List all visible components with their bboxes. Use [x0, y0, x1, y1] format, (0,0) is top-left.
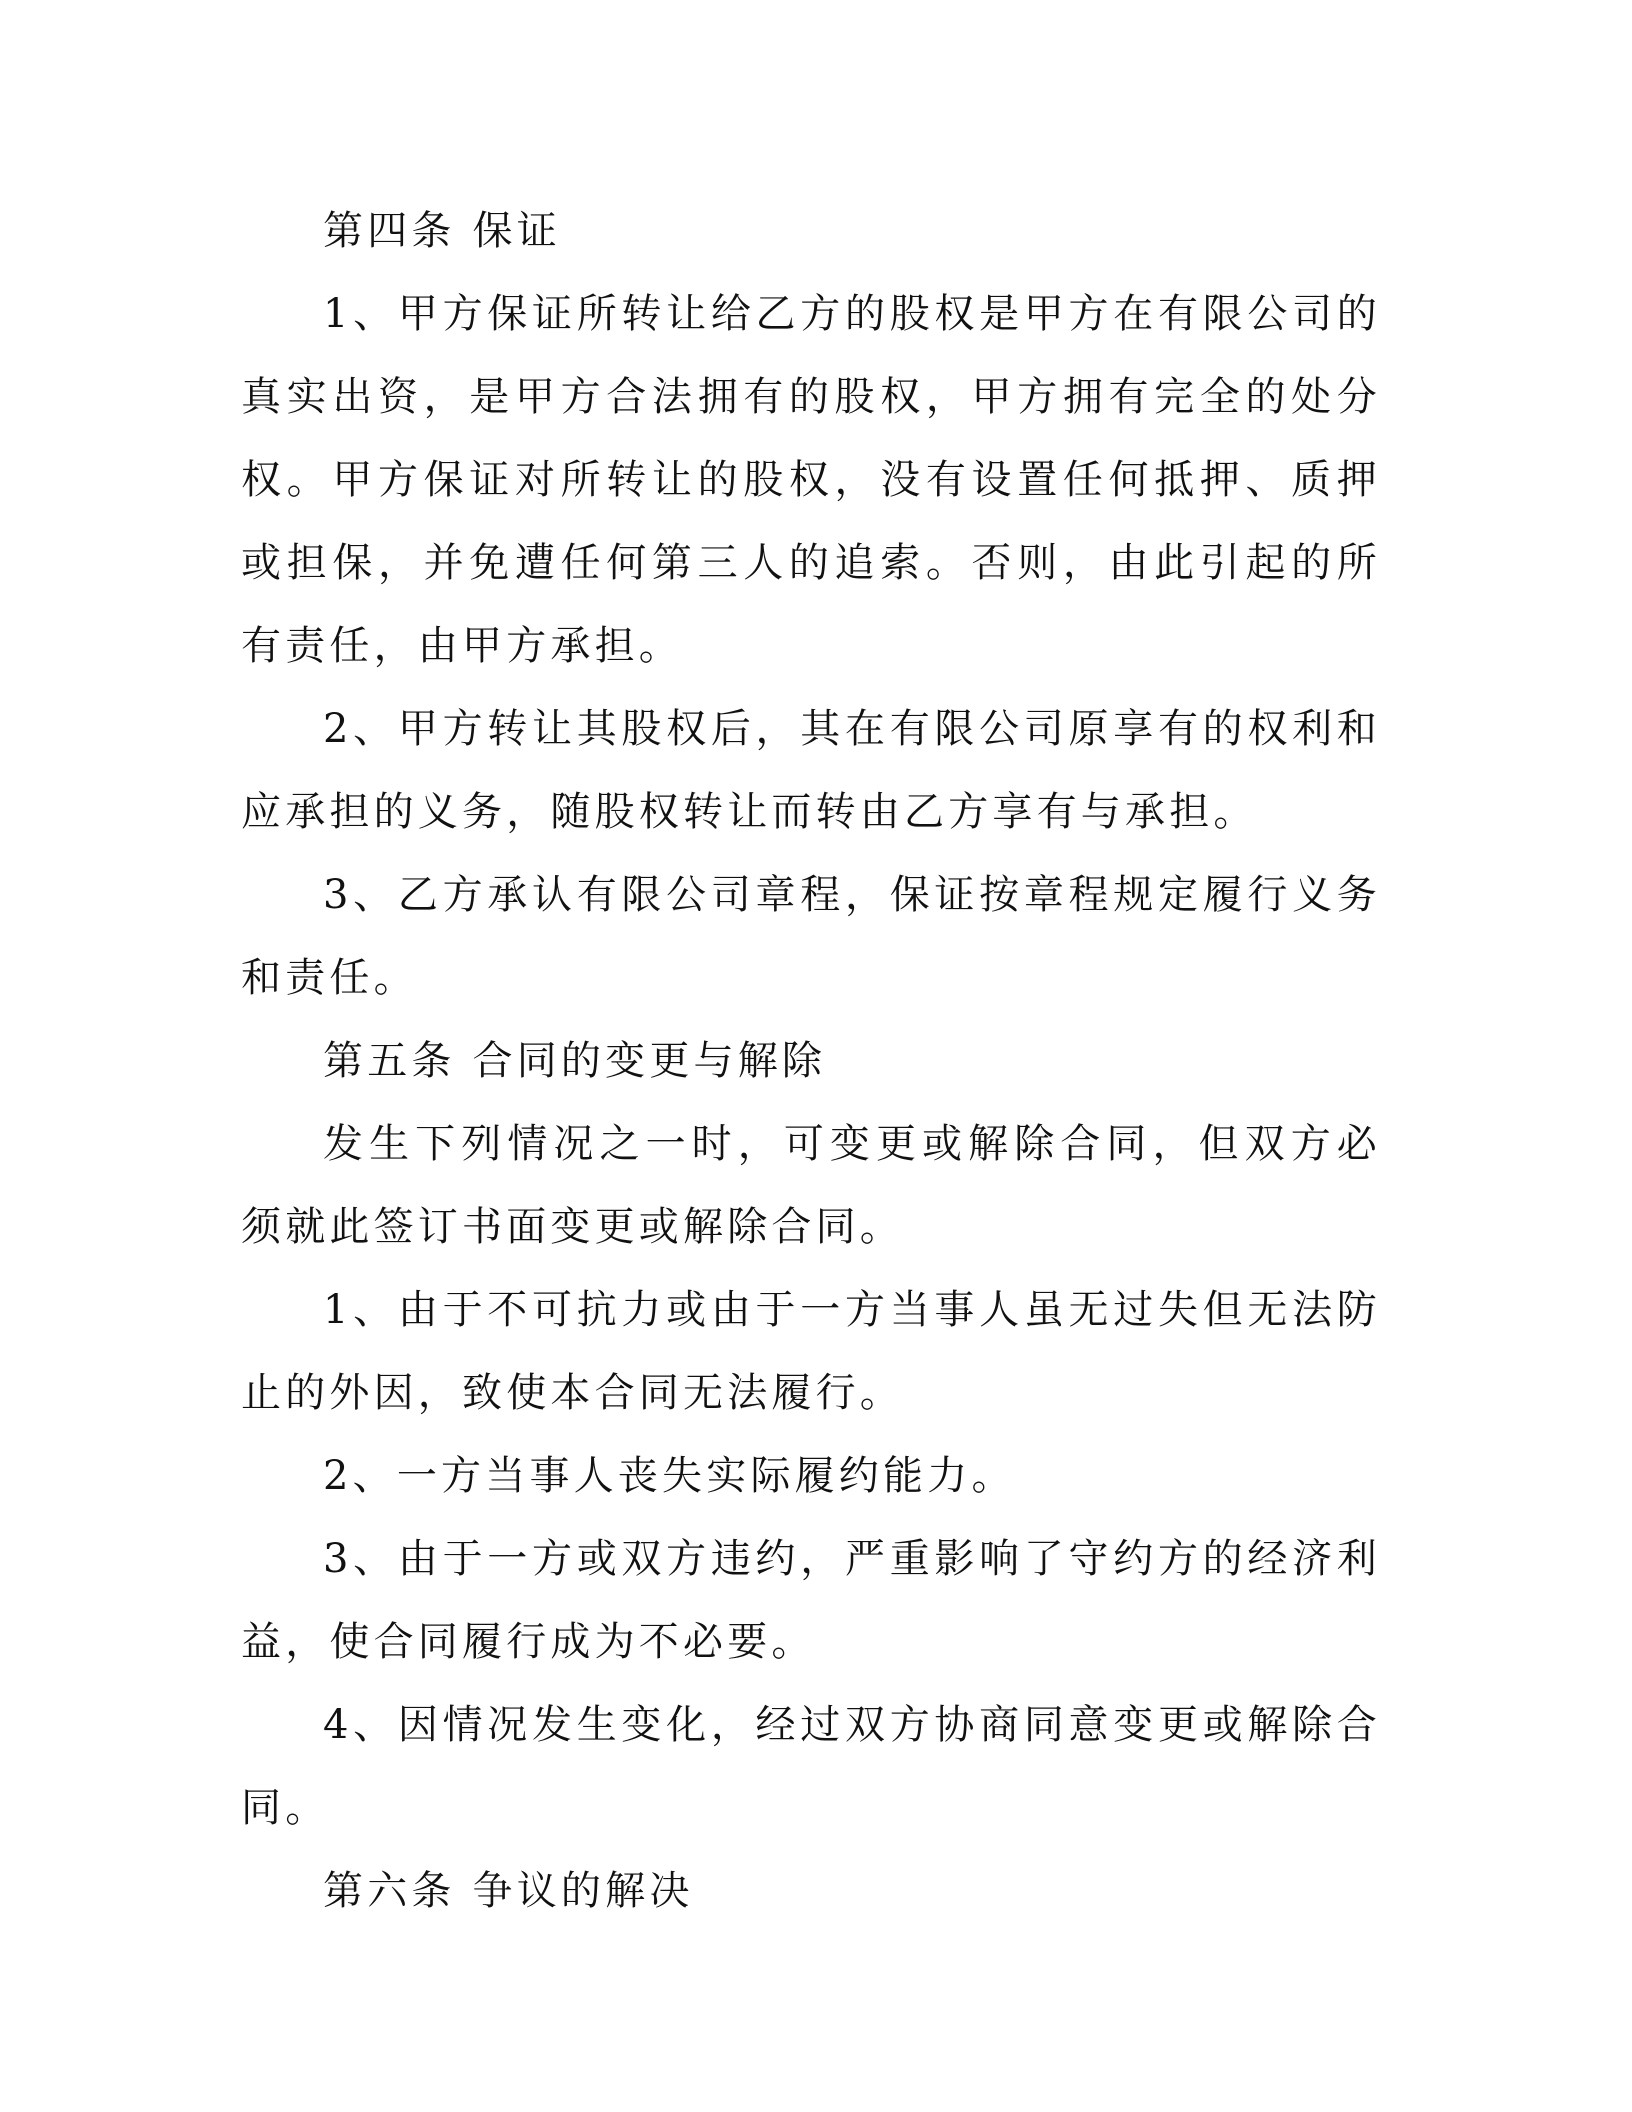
- article-5-item-2: 2、一方当事人丧失实际履约能力。: [323, 1453, 1016, 1499]
- article-4-heading: 第四条 保证: [323, 208, 561, 254]
- article-5-item-4: 4、因情况发生变化，经过双方协商同意变更或解除合同。: [241, 1702, 1381, 1831]
- document-body: [241, 190, 1381, 1933]
- article-5-item-3: 3、由于一方或双方违约，严重影响了守约方的经济利益，使合同履行成为不必要。: [241, 1536, 1381, 1665]
- article-4-item-2: 2、甲方转让其股权后，其在有限公司原享有的权利和应承担的义务，随股权转让而转由乙方享有与承担。: [241, 706, 1381, 835]
- article-6-heading: 第六条 争议的解决: [323, 1868, 694, 1914]
- article-5-item-1: 1、由于不可抗力或由于一方当事人虽无过失但无法防止的外因，致使本合同无法履行。: [241, 1287, 1381, 1416]
- article-4-item-1: 1、甲方保证所转让给乙方的股权是甲方在有限公司的真实出资，是甲方合法拥有的股权，甲方拥有完全的处分权。甲方保证对所转让的股权，没有设置任何抵押、质押或担保，并免遭任何第三人的追索。否则，由此引起的所有责任，由甲方承担。: [241, 291, 1381, 669]
- article-4-item-3: 3、乙方承认有限公司章程，保证按章程规定履行义务和责任。: [241, 872, 1381, 1001]
- article-5-intro: 发生下列情况之一时，可变更或解除合同，但双方必须就此签订书面变更或解除合同。: [241, 1121, 1381, 1250]
- article-5-heading: 第五条 合同的变更与解除: [323, 1038, 827, 1084]
